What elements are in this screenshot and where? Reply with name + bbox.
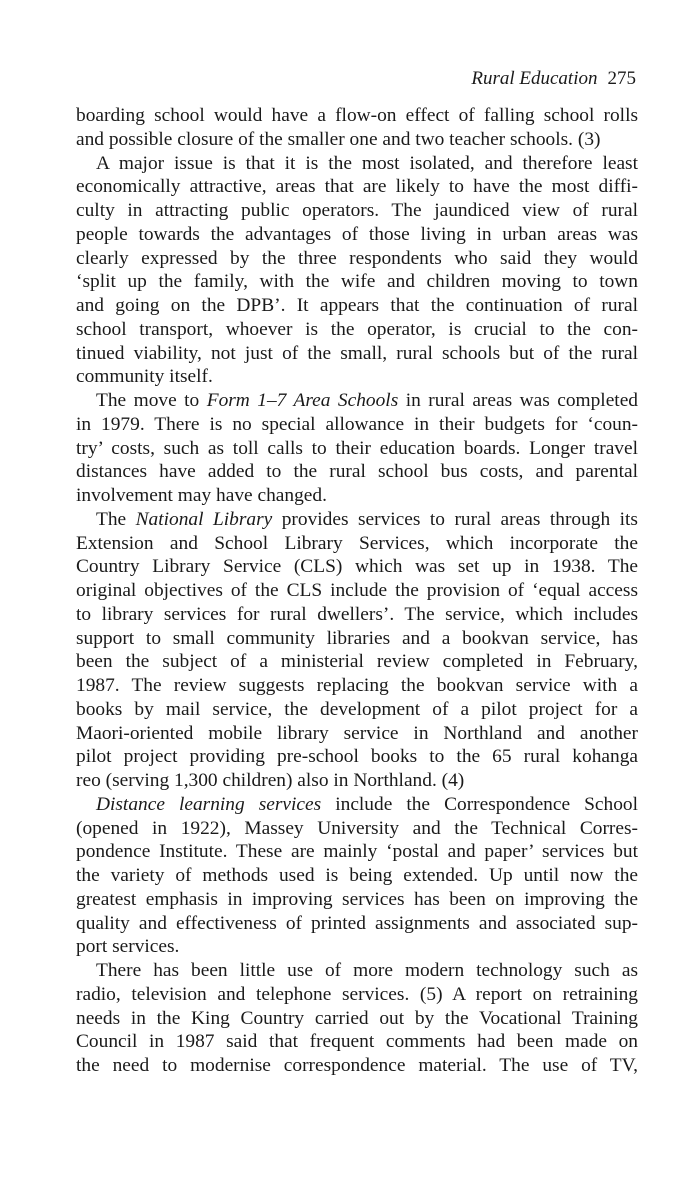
text-run: radio, television and telephone services. (5) A report on retraining [76, 983, 638, 1005]
text-run: A major issue is that it is the most isolated, and therefore least [96, 152, 638, 174]
text-line [76, 175, 638, 199]
italic-term: National Library [135, 508, 273, 530]
text-line [76, 555, 638, 579]
text-line [76, 437, 638, 461]
text-run: try’ costs, such as toll calls to their education boards. Longer travel [76, 437, 638, 459]
text-run: community itself. [76, 366, 213, 388]
text-run: include the Correspondence School [321, 793, 638, 815]
text-run: people towards the advantages of those living in urban areas was [76, 223, 638, 245]
text-run: Country Library Service (CLS) which was set up in 1938. The [76, 556, 638, 578]
text-run: been the subject of a ministerial review completed in February, [76, 651, 638, 673]
text-run: and going on the DPB’. It appears that the continuation of rural [76, 295, 638, 316]
text-line [76, 722, 638, 746]
text-line [76, 247, 638, 271]
text-line [76, 935, 638, 959]
text-line [76, 318, 638, 342]
text-run: original objectives of the CLS include the provision of ‘equal access [76, 580, 638, 601]
text-line [76, 460, 638, 484]
text-run: pondence Institute. These are mainly ‘postal and paper’ services but [76, 841, 638, 863]
text-run: There has been little use of more modern technology such as [96, 960, 638, 981]
text-line [76, 104, 638, 128]
text-run: in rural areas was completed [398, 390, 638, 411]
text-line [76, 817, 638, 841]
text-line [76, 294, 638, 318]
text-line [76, 508, 638, 532]
text-run: distances have added to the rural school bus costs, and parental [76, 461, 638, 483]
text-line [76, 1030, 638, 1054]
text-run: to library services for rural dwellers’. The service, which includes [76, 603, 638, 625]
text-run: The [96, 508, 136, 530]
text-run: school transport, whoever is the operator, is crucial to the con- [76, 318, 638, 340]
text-line [76, 603, 638, 627]
text-run: Extension and School Library Services, which incorporate the [76, 532, 638, 554]
text-line [76, 912, 638, 936]
text-run: the variety of methods used is being extended. Up until now the [76, 865, 638, 886]
text-line [76, 199, 638, 223]
text-run: port services. [76, 936, 180, 958]
text-run: boarding school would have a flow-on effect of falling school rolls [76, 105, 638, 126]
text-line [76, 840, 638, 864]
text-line [76, 413, 638, 437]
text-run: tinued viability, not just of the small, rural schools but of the rural [76, 342, 638, 364]
italic-term: Distance learning services [96, 793, 322, 815]
running-header-title: Rural Education [471, 68, 598, 89]
text-run: quality and effectiveness of printed assignments and associated sup- [76, 912, 638, 934]
body-text [76, 104, 638, 1078]
text-line [76, 745, 638, 769]
text-run: (opened in 1922), Massey University and the Technical Corres- [76, 817, 638, 839]
italic-term: Form 1–7 Area Schools [206, 390, 399, 411]
text-run: the need to modernise correspondence material. The use of TV, [76, 1055, 638, 1076]
text-line [76, 128, 638, 152]
text-run: provides services to rural areas through its [272, 508, 638, 530]
text-line [76, 1007, 638, 1031]
text-run: clearly expressed by the three respondents who said they would [76, 247, 638, 269]
text-line [76, 769, 638, 793]
text-line [76, 864, 638, 888]
text-line [76, 579, 638, 603]
text-line [76, 389, 638, 413]
text-line [76, 532, 638, 556]
text-run: support to small community libraries and a bookvan service, has [76, 627, 638, 649]
text-line [76, 1054, 638, 1078]
text-line [76, 365, 638, 389]
text-run: economically attractive, areas that are likely to have the most diffi- [76, 176, 638, 198]
text-run: pilot project providing pre-school books to the 65 rural kohanga [76, 746, 638, 768]
page-number: 275 [607, 68, 636, 89]
text-line [76, 650, 638, 674]
text-run: The move to [96, 390, 207, 411]
text-line [76, 270, 638, 294]
text-line [76, 983, 638, 1007]
text-run: books by mail service, the development of a pilot project for a [76, 698, 638, 720]
text-run: in 1979. There is no special allowance in their budgets for ‘coun- [76, 413, 638, 435]
text-line [76, 152, 638, 176]
text-run: involvement may have changed. [76, 485, 327, 506]
running-header [471, 67, 636, 91]
text-run: culty in attracting public operators. The jaundiced view of rural [76, 200, 638, 221]
text-run: ‘split up the family, with the wife and children moving to town [76, 271, 638, 293]
text-line [76, 484, 638, 508]
text-run: and possible closure of the smaller one and two teacher schools. (3) [76, 128, 601, 150]
text-run: 1987. The review suggests replacing the bookvan service with a [76, 675, 638, 696]
text-run: reo (serving 1,300 children) also in Northland. (4) [76, 770, 465, 791]
text-line [76, 959, 638, 983]
text-line [76, 223, 638, 247]
text-run: greatest emphasis in improving services has been on improving the [76, 888, 638, 910]
text-line [76, 888, 638, 912]
text-run: Maori-oriented mobile library service in Northland and another [76, 722, 638, 744]
text-line [76, 674, 638, 698]
text-line [76, 342, 638, 366]
text-run: needs in the King Country carried out by the Vocational Training [76, 1007, 638, 1029]
text-run: Council in 1987 said that frequent comments had been made on [76, 1031, 638, 1053]
text-line [76, 793, 638, 817]
text-line [76, 627, 638, 651]
text-line [76, 698, 638, 722]
